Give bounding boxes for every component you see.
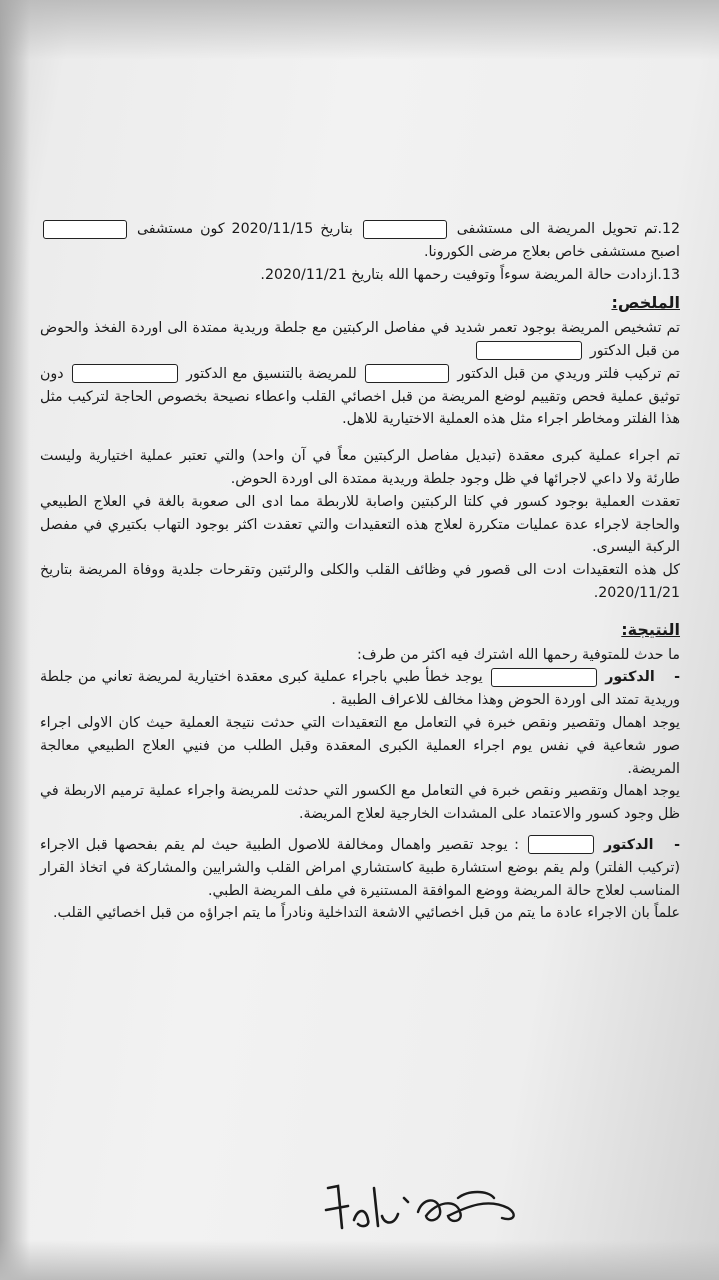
result-doctor-1: - الدكتور يوجد خطأ طبي باجراء عملية كبرى معقدة اختيارية لمريضة تعاني من جلطة وريدية تمتد الى اوردة الحوض وهذا مخالف للاعراف الطبية . (40, 669, 680, 709)
redaction-box (72, 364, 178, 383)
left-shadow (0, 0, 30, 1280)
redaction-box (476, 341, 582, 360)
result-doctor-1-p2: يوجد اهمال وتقصير ونقص خبرة في التعامل مع التعقيدات التي حدثت نتيجة العملية حيث كان الاولى اجراء صور شعاعية في نفس يوم اجراء العملية الكبرى المعقدة وقبل الطلب من فنيي العلاج الطبيعي معالجة المريضة. (40, 714, 680, 777)
summary-heading: الملخص: (611, 293, 680, 313)
redaction-box (43, 220, 127, 239)
summary-paragraph-4: تعقدت العملية بوجود كسور في كلتا الركبتين واصابة للاربطة مما ادى الى صعوبة بالغة في العلاج الطبيعي والحاجة لاجراء عدة عمليات متكررة لعلاج هذه التعقيدات والتي تعقدت اكثر بوجود التهاب بكتيري في مفصل الركبة اليسرى. (40, 493, 680, 556)
result-note: علماً بان الاجراء عادة ما يتم من قبل اخصائيي الاشعة التداخلية ونادراً ما يتم اجراؤه من قبل اخصائيي القلب. (53, 905, 680, 922)
summary-paragraph-5: كل هذه التعقيدات ادت الى قصور في وظائف القلب والكلى والرئتين وتقرحات جلدية ووفاة المريضة بتاريخ 2020/11/21. (40, 562, 680, 601)
handwritten-signature (318, 1168, 548, 1238)
document-body (40, 218, 680, 925)
summary-paragraph-3: تم اجراء عملية كبرى معقدة (تبديل مفاصل الركبتين معاً في آن واحد) والتي تعتبر عملية اختيارية وليست طارئة ولا داعي لاجرائها في ظل وجود جلطة وريدية ممتدة الى اوردة الحوض. (40, 448, 680, 487)
redaction-box (365, 364, 449, 383)
summary-paragraph-2: تم تركيب فلتر وريدي من قبل الدكتور للمريضة بالتنسيق مع الدكتور دون توثيق عملية فحص وتقييم لوضع المريضة من قبل اخصائي القلب واعطاء نصيحة بخصوص الحاجة لتركيب مثل هذا الفلتر ومخاطر اجراء مثل هذه العملية الاختيارية للاهل. (40, 365, 680, 428)
result-intro: ما حدث للمتوفية رحمها الله اشترك فيه اكثر من طرف: (357, 646, 680, 663)
summary-paragraph-1: تم تشخيص المريضة بوجود تعمر شديد في مفاصل الركبتين مع جلطة وريدية ممتدة الى اوردة الفخذ والحوض من قبل الدكتور (40, 320, 680, 359)
result-doctor-1-p3: يوجد اهمال وتقصير ونقص خبرة في التعامل مع الكسور التي حدثت للمريضة واجراء عملية ترميم الاربطة في ظل وجود كسور والاعتماد على المشدات الخارجية لعلاج المريضة. (40, 783, 680, 823)
item-12: 12.تم تحويل المريضة الى مستشفى بتاريخ 2020/11/15 كون مستشفى اصبح مستشفى خاص بعلاج مرضى الكورونا. (40, 218, 680, 264)
top-shadow (0, 0, 719, 60)
bottom-shadow (0, 1240, 719, 1280)
item-13: 13.ازدادت حالة المريضة سوءاً وتوفيت رحمها الله بتاريخ 2020/11/21. (260, 266, 680, 283)
result-heading: النتيجة: (621, 619, 680, 639)
redaction-box (528, 835, 594, 854)
redaction-box (363, 220, 447, 239)
result-doctor-2: - الدكتور : يوجد تقصير واهمال ومخالفة للاصول الطبية حيث لم يقم بفحصها قبل الاجراء (تركيب الفلتر) ولم يقم بوضع استشارة طبية كاستشاري امراض القلب والشرايين والمشاركة في اتخاذ القرار المناسب لعلاج حالة المريضة ووضع الموافقة المستنيرة في ملف المريضة الطبي. (40, 836, 680, 899)
redaction-box (491, 668, 597, 687)
